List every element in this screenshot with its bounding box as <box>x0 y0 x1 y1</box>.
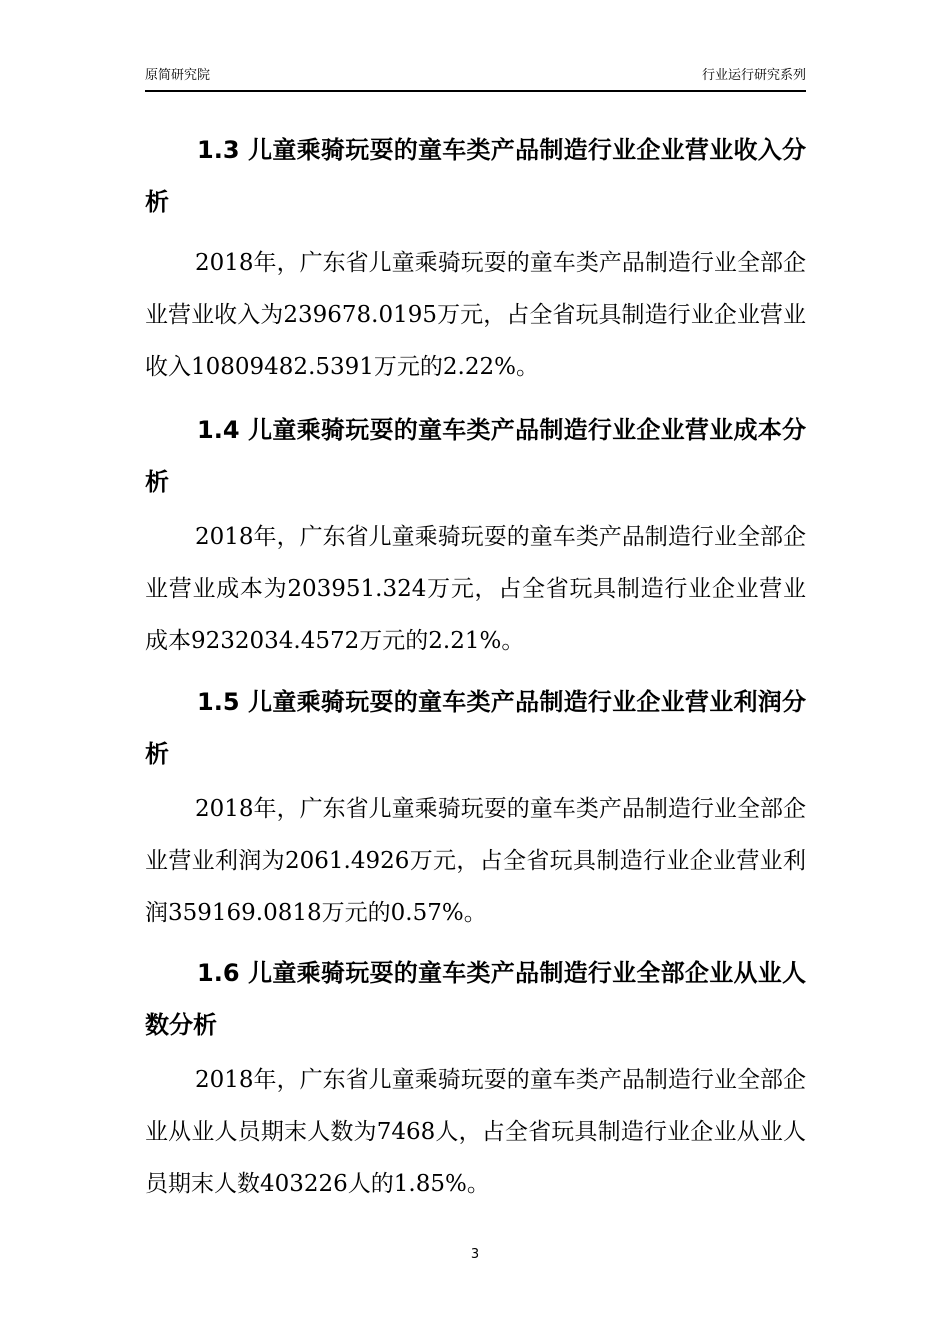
section-paragraph-1-4: 2018年，广东省儿童乘骑玩耍的童车类产品制造行业全部企业营业成本为203951.324万元，占全省玩具制造行业企业营业成本9232034.4572万元的2.21%。 <box>145 524 806 654</box>
section-title-1-6: 1.6 儿童乘骑玩耍的童车类产品制造行业全部企业从业人数分析 <box>145 959 806 1039</box>
header-series-title: 行业运行研究系列 <box>701 68 806 83</box>
section-title-1-4: 1.4 儿童乘骑玩耍的童车类产品制造行业企业营业成本分析 <box>145 416 806 496</box>
section-paragraph-1-5: 2018年，广东省儿童乘骑玩耍的童车类产品制造行业全部企业营业利润为2061.4926万元，占全省玩具制造行业企业营业利润359169.0818万元的0.57%。 <box>145 796 806 926</box>
page-number: 3 <box>470 1247 480 1262</box>
section-title-1-5: 1.5 儿童乘骑玩耍的童车类产品制造行业企业营业利润分析 <box>145 688 806 768</box>
section-title-1-3: 1.3 儿童乘骑玩耍的童车类产品制造行业企业营业收入分析 <box>145 136 806 216</box>
header-publisher: 原简研究院 <box>145 68 211 83</box>
page-header <box>145 66 806 92</box>
section-paragraph-1-3: 2018年，广东省儿童乘骑玩耍的童车类产品制造行业全部企业营业收入为239678.0195万元，占全省玩具制造行业企业营业收入10809482.5391万元的2.22%。 <box>145 250 806 380</box>
section-paragraph-1-6: 2018年，广东省儿童乘骑玩耍的童车类产品制造行业全部企业从业人员期末人数为7468人，占全省玩具制造行业企业从业人员期末人数403226人的1.85%。 <box>145 1067 806 1197</box>
